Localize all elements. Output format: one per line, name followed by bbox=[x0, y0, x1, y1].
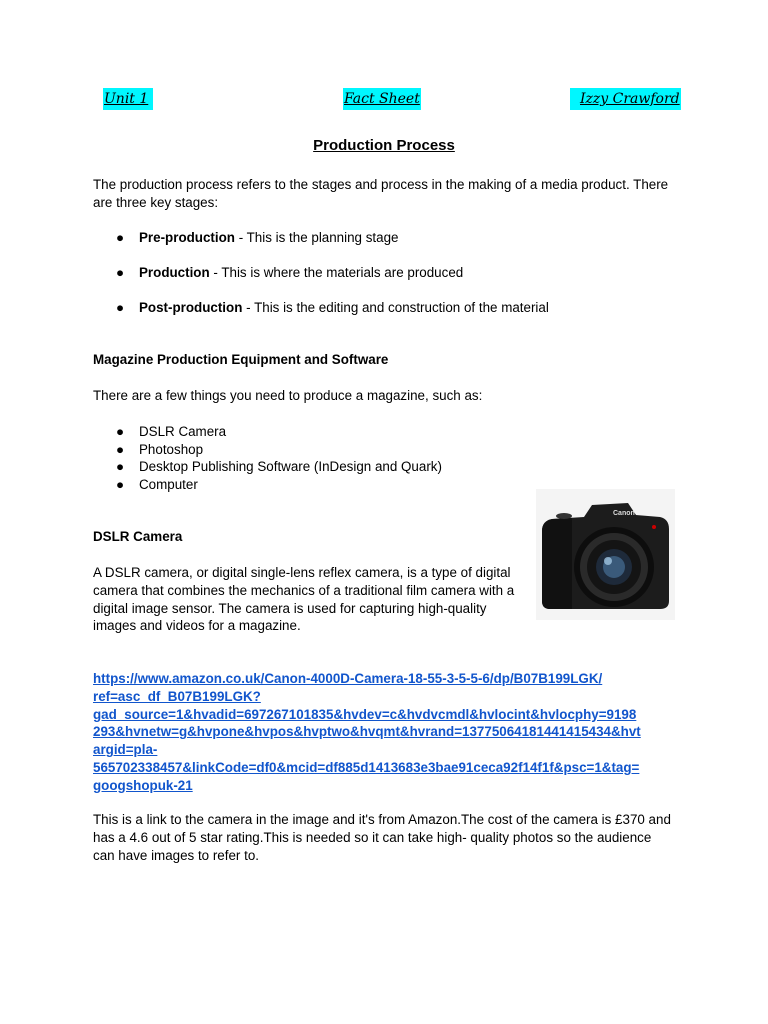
camera-brand-label: Canon bbox=[613, 510, 635, 517]
bullet-icon: ● bbox=[116, 300, 125, 315]
header-author: Izzy Crawford bbox=[570, 88, 681, 110]
stage-term: Pre-production bbox=[139, 230, 235, 245]
amazon-camera-link[interactable]: https://www.amazon.co.uk/Canon-4000D-Camera-18-55-3-5-5-6/dp/B07B199LGK/ ref=asc_df_B07B199LGK? gad_source=1&hvadid=697267101835&hvdev=c&hvdvcmdl&hvlocint&hvlocphy=9198 293&hvnetw=g&hvpone&hvpos&hvptwo&hvqmt&hvrand=13775064181441415434&hvt argid=pla- 565702338457&linkCode=df0&mcid=df885d1413683e3bae91ceca92f14f1f&psc=1&tag= googshopuk-21 bbox=[93, 671, 641, 793]
header-fact-sheet: Fact Sheet bbox=[343, 88, 421, 110]
bullet-icon: ● bbox=[116, 459, 125, 474]
bullet-icon: ● bbox=[116, 442, 125, 457]
stage-term: Production bbox=[139, 265, 210, 280]
equipment-intro: There are a few things you need to produce a magazine, such as: bbox=[93, 388, 483, 403]
page-title: Production Process bbox=[313, 137, 455, 154]
stage-term: Post-production bbox=[139, 300, 243, 315]
bullet-icon: ● bbox=[116, 477, 125, 492]
intro-paragraph: The production process refers to the stages and process in the making of a media product. There are three key stages: bbox=[93, 177, 669, 210]
header-unit: Unit 1 bbox=[103, 88, 153, 110]
camera-image bbox=[536, 489, 675, 620]
dslr-description: A DSLR camera, or digital single-lens reflex camera, is a type of digital camera that combines the mechanics of a traditional film camera with a digital image sensor. The camera is used for capturing high-quality images and videos for a magazine. bbox=[93, 565, 515, 634]
stage-desc: - This is the editing and construction of the material bbox=[242, 300, 549, 315]
dslr-heading: DSLR Camera bbox=[93, 529, 183, 544]
link-note: This is a link to the camera in the image and it's from Amazon.The cost of the camera is £370 and has a 4.6 out of 5 star rating.This is needed so it can take high- quality photos so the audience can have images to refer to. bbox=[93, 812, 671, 863]
bullet-icon: ● bbox=[116, 265, 125, 280]
bullet-icon: ● bbox=[116, 424, 125, 439]
equipment-heading: Magazine Production Equipment and Software bbox=[93, 352, 389, 367]
document-page: Unit 1 Fact Sheet Izzy Crawford Production Process The production process refers to the stages and process in the making of a media product. There are three key stages: ● Pre-production - This is the planning stage ● Production - This is where the materials are produced ● Post-production - This is the editing and construction of the material Magazine Production Equipment and Software There are a few things you need to produce a magazine, such as: ● DSLR Camera ● Photoshop ● Desktop Publishing Software (InDesign and Quark) ● Computer DSLR Camera A DSLR camera, or digital single-lens reflex camera, is a type of digital camera that combines the mechanics of a traditional film camera with a digital image sensor. The camera is used for capturing high-quality images and videos for a magazine. Canon https://www.amazon.co.uk/Canon-4000D-Camera-18-55-3-5-5-6/dp/B07B199LGK/ ref=asc_df_B07B199LGK? gad_source=1&hvadid=697267101835&hvdev=c&hvdvcmdl&hvlocint&hvlocphy=9198 293&hvnetw=g&hvpone&hvpos&hvptwo&hvqmt&hvrand=13775064181441415434&hvt argid=pla- 565702338457&linkCode=df0&mcid=df885d1413683e3bae91ceca92f14f1f&psc=1&tag= googshopuk-21 This is a link to the camera in the image and it's from Amazon.The cost of the camera is £370 and has a 4.6 out of 5 star rating.This is needed so it can take high- quality photos so the audience can have images to refer to. bbox=[0, 0, 768, 1024]
stage-desc: - This is where the materials are produced bbox=[209, 265, 464, 280]
stage-desc: - This is the planning stage bbox=[234, 230, 399, 245]
bullet-icon: ● bbox=[116, 230, 125, 245]
